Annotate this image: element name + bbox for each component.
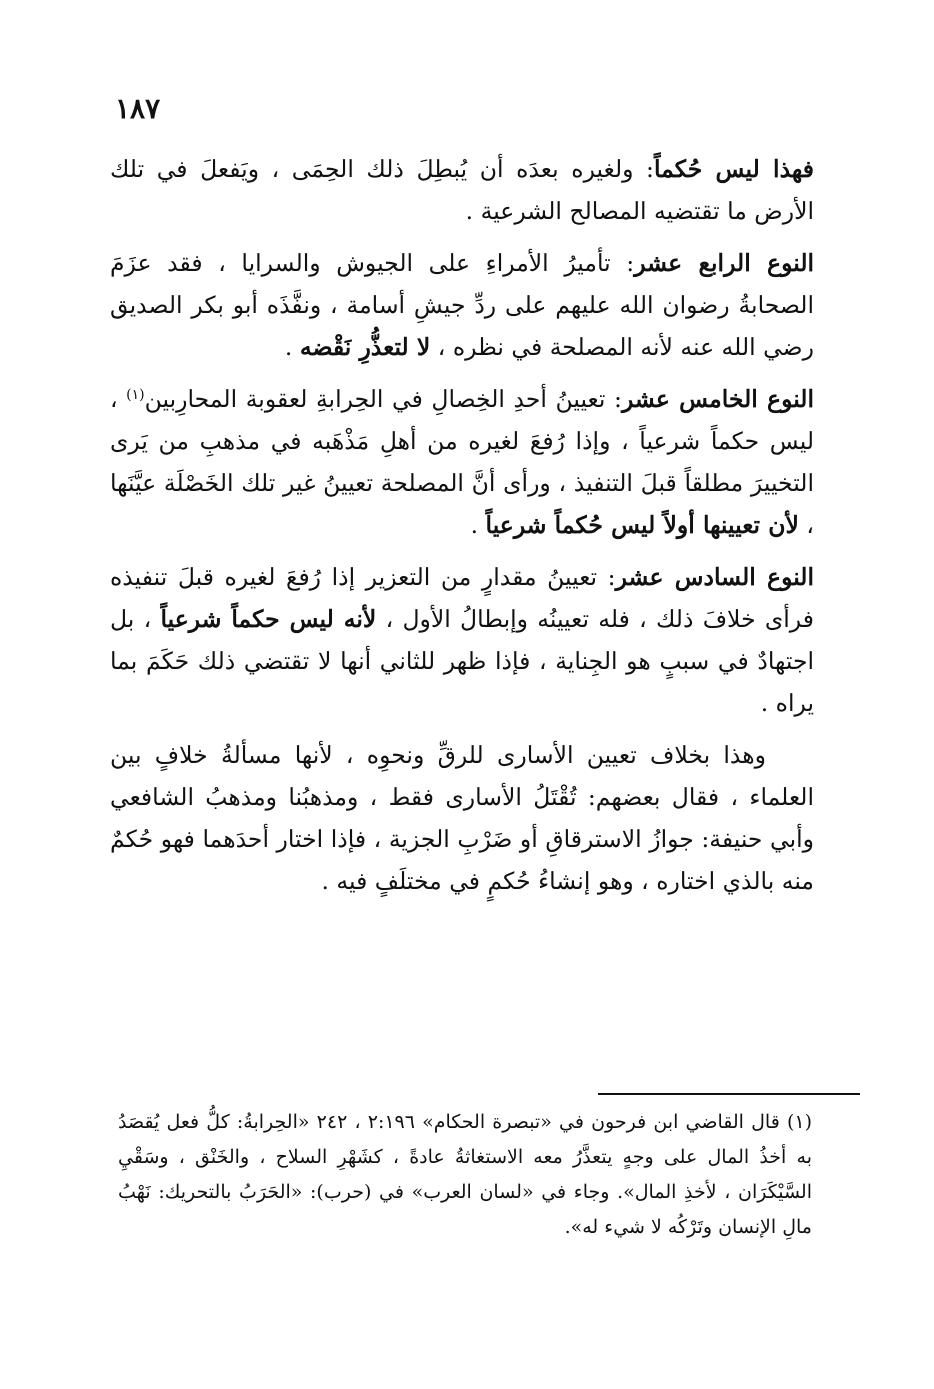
section-heading: النوع السادس عشر bbox=[615, 563, 814, 591]
text-segment: وهذا بخلاف تعيين الأسارى للرقِّ ونحوِه ، لأنها مسألةُ خلافٍ بين العلماء ، فقال بعضهم: تُقْتَلُ الأسارى فقط ، ومذهبُنا ومذهبُ الشافعي وأبي حنيفة: جوازُ الاسترقاقِ أو ضَرْبِ الجزية ، فإذا اختار أحدَهما فهو حُكمٌ منه بالذي اختاره ، وهو إنشاءُ حُكمٍ في مختلَفٍ فيه . bbox=[110, 741, 814, 895]
text-segment: ، بل اجتهادٌ في سببٍ هو الجِناية ، فإذا ظهر للثاني أنها لا تقتضي ذلك حَكَمَ بما يراه . bbox=[110, 605, 814, 717]
text-segment: : تعيينُ مقدارٍ من التعزير إذا رُفعَ لغيره قبلَ تنفيذه فرأى خلافَ ذلك ، فله تعيينُه وإبطالُ الأول ، bbox=[110, 563, 814, 633]
footnote-separator bbox=[598, 1093, 860, 1095]
paragraph-1 bbox=[110, 148, 814, 232]
text-segment: : تأميرُ الأمراءِ على الجيوش والسرايا ، فقد عزَمَ الصحابةُ رضوان الله عليهم على ردِّ جيشِ أسامة ، ونفَّذَه أبو بكر الصديق رضي الله عنه لأنه المصلحة في نظره ، bbox=[110, 249, 814, 361]
text-segment: ، ليس حكماً شرعياً ، وإذا رُفعَ لغيره من أهلِ مَذْهَبه في مذهبِ من يَرى التخييرَ مطلقاً قبلَ التنفيذ ، ورأى أنَّ المصلحة تعيينُ غير تلك الخَصْلَة عيَّنَها ، bbox=[110, 385, 814, 539]
section-heading: النوع الخامس عشر bbox=[621, 385, 814, 413]
bold-phrase: لأنه ليس حكماً شرعياً bbox=[160, 605, 377, 633]
text-segment: : ولغيره بعدَه أن يُبطِلَ ذلك الحِمَى ، ويَفعلَ في تلك الأرض ما تقتضيه المصالح الشرعية . bbox=[110, 155, 814, 225]
bold-phrase: لا لتعذُّرِ نَقْضه bbox=[299, 333, 431, 361]
footnote-marker: (١) bbox=[126, 387, 145, 403]
paragraph-2 bbox=[110, 242, 814, 368]
paragraph-4 bbox=[110, 556, 814, 724]
text-segment: . bbox=[470, 511, 486, 539]
section-heading: النوع الرابع عشر bbox=[634, 249, 815, 277]
text-segment: : تعيينُ أحدِ الخِصالِ في الحِرابةِ لعقوبة المحارِبين bbox=[144, 385, 622, 413]
page-number: ١٨٧ bbox=[115, 92, 161, 125]
main-text-body bbox=[110, 148, 814, 912]
bold-phrase: لأن تعيينها أولاً ليس حُكماً شرعياً bbox=[485, 511, 799, 539]
paragraph-5 bbox=[110, 734, 814, 902]
bold-phrase: فهذا ليس حُكماً bbox=[653, 155, 814, 183]
footnote: (١) قال القاضي ابن فرحون في «تبصرة الحكام» ٢:١٩٦ ، ٢٤٢ «الحِرابةُ: كلُّ فعل يُقصَدُ به أخذُ المال على وجهٍ يتعذَّرُ معه الاستغاثةُ عادةً ، كشَهْرِ السلاح ، والخَنْق ، وسَقْيِ السَّيْكَرَان ، لأخذِ المال». وجاء في «لسان العرب» في (حرب): «الحَرَبُ بالتحريك: نَهْبُ مالِ الإنسان وتَرْكُه لا شيء له». bbox=[118, 1111, 812, 1238]
text-segment: . bbox=[284, 333, 300, 361]
paragraph-3 bbox=[110, 378, 814, 546]
